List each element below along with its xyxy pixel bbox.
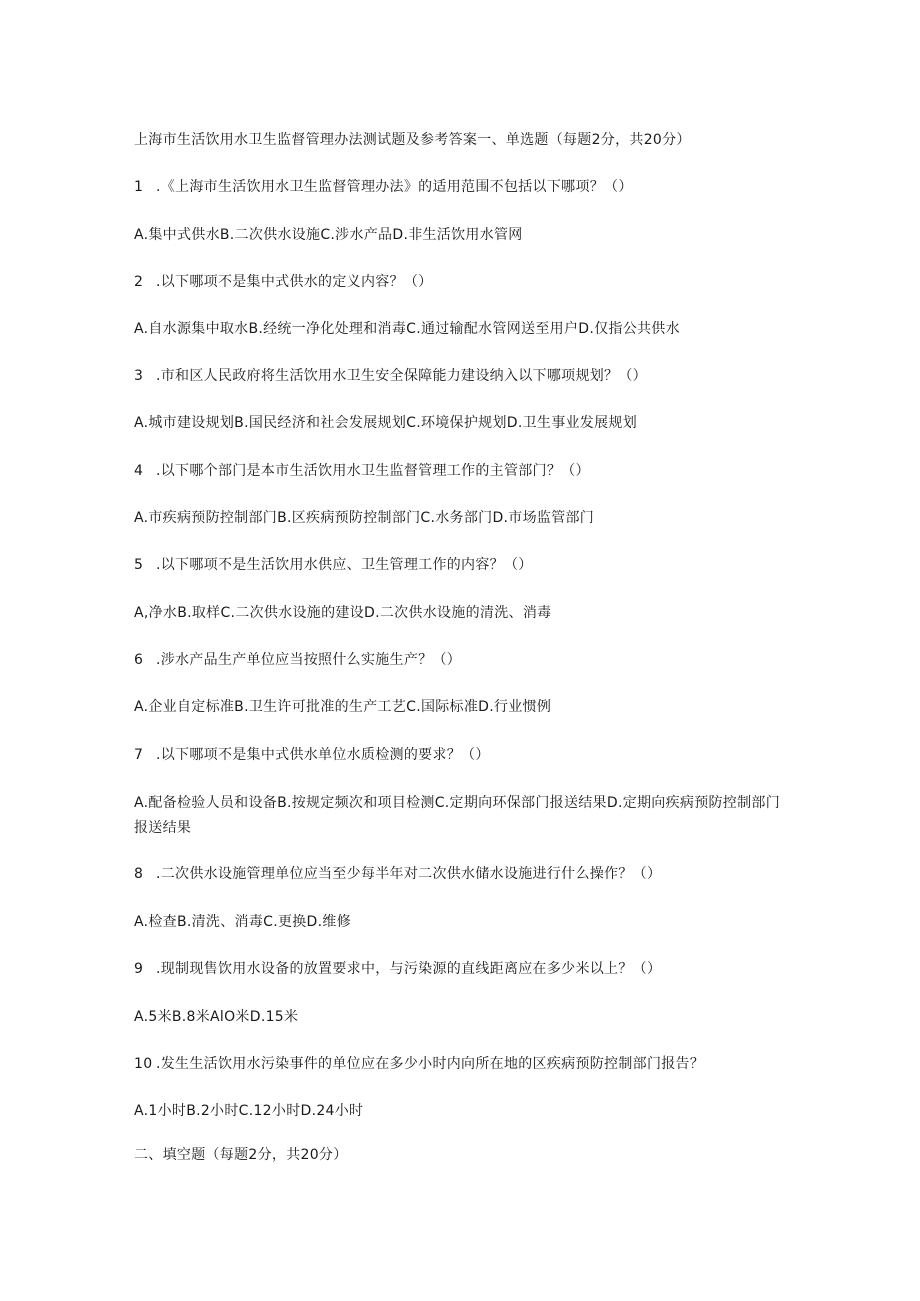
document-title: 上海市生活饮用水卫生监督管理办法测试题及参考答案一、单选题（每题2分，共20分） [134,132,691,148]
question-number: 4 [134,463,144,479]
question-text: .以下哪项不是集中式供水的定义内容？（） [156,274,433,290]
question-number: 1 [134,179,144,195]
question-10 [134,1053,704,1075]
question-text: .市和区人民政府将生活饮用水卫生安全保障能力建设纳入以下哪项规划？（） [156,368,647,384]
question-text: .发生生活饮用水污染事件的单位应在多少小时内向所在地的区疾病预防控制部门报告？ [156,1056,705,1072]
question-9 [134,958,661,980]
question-4-options: A.市疾病预防控制部门B.区疾病预防控制部门C.水务部门D.市场监管部门 [134,510,595,526]
question-6 [134,649,461,671]
question-number: 8 [134,866,144,882]
question-number: 5 [134,557,144,573]
question-text: .《上海市生活饮用水卫生监督管理办法》的适用范围不包括以下哪项？（） [156,179,633,195]
question-number: 7 [134,747,144,763]
question-text: .现制现售饮用水设备的放置要求中，与污染源的直线距离应在多少米以上？（） [156,961,662,977]
question-8-options: A.检查B.清洗、消毒C.更换D.维修 [134,914,351,930]
question-7 [134,744,490,766]
question-number: 10 [134,1056,153,1072]
question-text: .以下哪项不是生活饮用水供应、卫生管理工作的内容？（） [156,557,533,573]
question-10-options: A.1小时B.2小时C.12小时D.24小时 [134,1103,364,1119]
question-text: .二次供水设施管理单位应当至少每半年对二次供水储水设施进行什么操作？（） [156,866,662,882]
question-number: 9 [134,961,144,977]
question-1-options: A.集中式供水B.二次供水设施C.涉水产品D.非生活饮用水管网 [134,227,523,243]
question-text: .以下哪个部门是本市生活饮用水卫生监督管理工作的主管部门？（） [156,463,590,479]
question-9-options: A.5米B.8米AlO米D.15米 [134,1009,299,1025]
question-number: 6 [134,652,144,668]
question-2-options: A.自水源集中取水B.经统一净化处理和消毒C.通过输配水管网送至用户D.仅指公共供水 [134,321,680,337]
question-3-options: A.城市建设规划B.国民经济和社会发展规划C.环境保护规划D.卫生事业发展规划 [134,415,637,431]
question-6-options: A.企业自定标准B.卫生许可批准的生产工艺C.国际标准D.行业惯例 [134,699,552,715]
question-5-options: A,净水B.取样C.二次供水设施的建设D.二次供水设施的清洗、消毒 [134,605,552,621]
question-3 [134,365,647,387]
question-text: .以下哪项不是集中式供水单位水质检测的要求？（） [156,747,490,763]
question-8 [134,863,661,885]
question-text: .涉水产品生产单位应当按照什么实施生产？（） [156,652,462,668]
question-1 [134,176,633,198]
question-number: 2 [134,274,144,290]
question-2 [134,271,432,293]
question-5 [134,554,533,576]
question-7-options: A.配备检验人员和设备B.按规定频次和项目检测C.定期向环保部门报送结果D.定期向疾病预防控制部门报送结果 [134,795,780,836]
question-4 [134,460,590,482]
section-heading-fill-in: 二、填空题（每题2分，共20分） [134,1147,348,1163]
question-number: 3 [134,368,144,384]
